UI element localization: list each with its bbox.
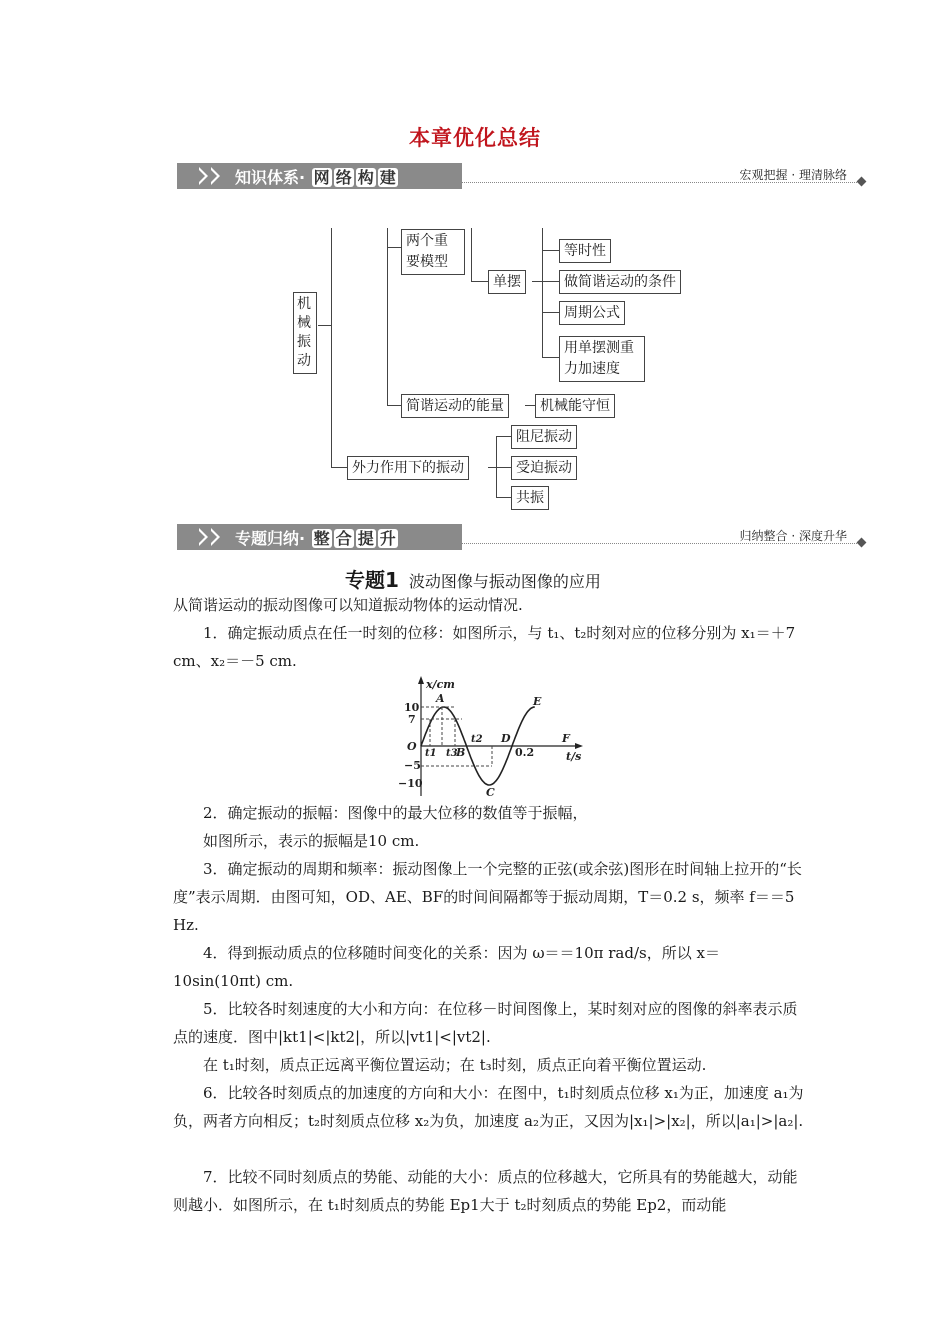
graph-ylabel: x/cm <box>426 678 455 691</box>
point-F: F <box>562 732 570 745</box>
tree-resonance: 共振 <box>511 486 549 510</box>
tree-root: 机械振动 <box>293 292 317 374</box>
tree-forced: 受迫振动 <box>511 456 577 480</box>
label-t2: t2 <box>471 734 483 745</box>
tree-pendulum: 单摆 <box>488 270 526 294</box>
section-banner-knowledge <box>177 163 867 189</box>
point-B: B <box>456 746 466 759</box>
paragraph-6: 6．比较各时刻质点的加速度的方向和大小：在图中，t₁时刻质点位移 x₁为正，加速度 a₁为负，两者方向相反；t₂时刻质点位移 x₂为负，加速度 a₂为正，又因为|x₁|>|x₂|，所以|a₁|>|a₂|. <box>173 1084 804 1130</box>
paragraph-4: 4．得到振动质点的位移随时间变化的关系：因为 ω＝＝10π rad/s，所以 x＝10sin(10πt) cm. <box>173 944 720 990</box>
tick-neg10: −10 <box>398 777 423 790</box>
paragraph-5: 5．比较各时刻速度的大小和方向：在位移－时间图像上，某时刻对应的图像的斜率表示质点的速度．图中|kt1|<|kt2|，所以|vt1|<|vt2|. <box>173 1000 798 1046</box>
paragraph-2a: 2．确定振动的振幅：图像中的最大位移的数值等于振幅， <box>203 804 588 822</box>
tree-damped: 阻尼振动 <box>511 425 577 449</box>
paragraph-5b: 在 t₁时刻，质点正远离平衡位置运动；在 t₃时刻，质点正向着平衡位置运动. <box>203 1056 707 1074</box>
point-D: D <box>501 732 511 745</box>
tick-neg5: −5 <box>404 759 421 772</box>
point-A: A <box>436 692 445 705</box>
tree-conservation: 机械能守恒 <box>535 394 615 418</box>
diamond-icon <box>857 538 867 548</box>
banner-label: 专题归纳· 整 合 提 升 <box>235 529 396 548</box>
tree-energy: 简谐运动的能量 <box>401 394 509 418</box>
paragraph-2b: 如图所示，表示的振幅是10 cm. <box>203 832 420 850</box>
tick-origin: O <box>407 740 417 753</box>
diamond-icon <box>857 177 867 187</box>
tree-period: 周期公式 <box>559 301 625 325</box>
paragraph-intro: 从简谐运动的振动图像可以知道振动物体的运动情况. <box>173 596 523 614</box>
label-t3: t3 <box>446 748 458 759</box>
section-banner-summary <box>177 524 867 550</box>
tree-measure-g: 用单摆测重力加速度 <box>559 336 645 382</box>
paragraph-1: 1．确定振动质点在任一时刻的位移：如图所示，与 t₁、t₂时刻对应的位移分别为 x₁＝＋7 cm、x₂＝－5 cm. <box>173 624 796 670</box>
topic-heading: 专题1 波动图像与振动图像的应用 <box>345 568 601 592</box>
banner-subtitle: 归纳整合 · 深度升华 <box>739 529 847 543</box>
banner-subtitle: 宏观把握 · 理清脉络 <box>739 168 847 182</box>
graph-xlabel: t/s <box>566 750 582 763</box>
tree-isochronism: 等时性 <box>559 239 611 263</box>
tree-model: 两个重要模型 <box>401 229 465 275</box>
banner-label: 知识体系· 网 络 构 建 <box>235 168 396 187</box>
tree-external: 外力作用下的振动 <box>347 456 469 480</box>
label-t1: t1 <box>425 748 437 759</box>
label-0-2: 0.2 <box>515 746 535 759</box>
paragraph-7: 7．比较不同时刻质点的势能、动能的大小：质点的位移越大，它所具有的势能越大，动能则越小．如图所示，在 t₁时刻质点的势能 Ep1大于 t₂时刻质点的势能 Ep2，而动能 <box>173 1168 798 1214</box>
tick-10: 10 <box>404 701 420 714</box>
point-E: E <box>533 695 542 708</box>
point-C: C <box>486 786 495 799</box>
paragraph-3: 3．确定振动的周期和频率：振动图像上一个完整的正弦(或余弦)图形在时间轴上拉开的“长度”表示周期．由图可知，OD、AE、BF的时间间隔都等于振动周期，T＝0.2 s，频率 f＝＝5 Hz. <box>173 860 802 934</box>
page-title: 本章优化总结 <box>409 126 541 150</box>
vibration-graph <box>380 672 590 800</box>
tick-7: 7 <box>408 713 416 726</box>
tree-condition: 做简谐运动的条件 <box>559 270 681 294</box>
